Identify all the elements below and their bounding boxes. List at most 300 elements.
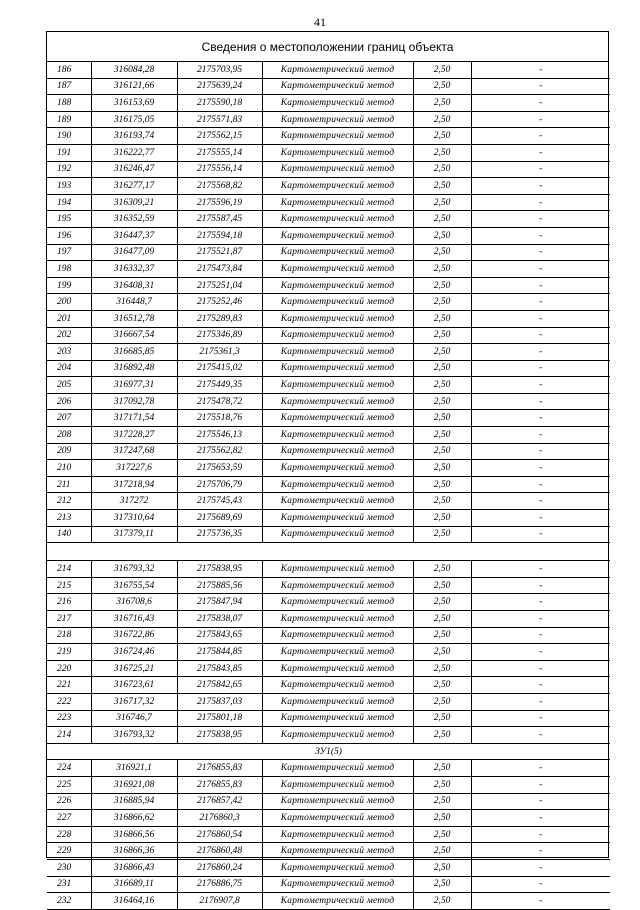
y-coordinate-cell: 2175838,95 (177, 561, 262, 578)
point-number-cell: 199 (47, 277, 91, 294)
method-cell: Картометрический метод (262, 211, 413, 228)
y-coordinate-cell: 2175843,85 (177, 660, 262, 677)
x-coordinate-cell: 316725,21 (91, 660, 177, 677)
table-row (47, 677, 610, 694)
x-coordinate-cell: 317092,78 (91, 393, 177, 410)
point-number-cell: 201 (47, 310, 91, 327)
x-coordinate-cell: 316222,77 (91, 144, 177, 161)
x-coordinate-cell: 316716,43 (91, 611, 177, 628)
accuracy-cell: 2,50 (413, 277, 471, 294)
table-row (47, 660, 610, 677)
point-number-cell: 195 (47, 211, 91, 228)
description-cell: - (471, 427, 610, 444)
x-coordinate-cell: 316746,7 (91, 710, 177, 727)
point-number-cell: 191 (47, 144, 91, 161)
x-coordinate-cell: 316332,37 (91, 261, 177, 278)
point-number-cell: 193 (47, 178, 91, 195)
method-cell: Картометрический метод (262, 660, 413, 677)
point-number-cell: 196 (47, 227, 91, 244)
x-coordinate-cell: 316153,69 (91, 95, 177, 112)
point-number-cell: 211 (47, 476, 91, 493)
point-number-cell: 186 (47, 62, 91, 78)
accuracy-cell: 2,50 (413, 227, 471, 244)
y-coordinate-cell: 2175555,14 (177, 144, 262, 161)
y-coordinate-cell: 2175639,24 (177, 78, 262, 95)
description-cell: - (471, 277, 610, 294)
table-row (47, 510, 610, 527)
description-cell: - (471, 144, 610, 161)
y-coordinate-cell: 2175653,59 (177, 460, 262, 477)
x-coordinate-cell: 316689,11 (91, 876, 177, 893)
accuracy-cell: 2,50 (413, 859, 471, 876)
table-row (47, 410, 610, 427)
accuracy-cell: 2,50 (413, 893, 471, 910)
description-cell: - (471, 327, 610, 344)
method-cell: Картометрический метод (262, 427, 413, 444)
accuracy-cell: 2,50 (413, 144, 471, 161)
table-row (47, 360, 610, 377)
x-coordinate-cell: 316717,32 (91, 693, 177, 710)
description-cell: - (471, 78, 610, 95)
table-row (47, 443, 610, 460)
accuracy-cell: 2,50 (413, 111, 471, 128)
description-cell: - (471, 644, 610, 661)
table-row (47, 493, 610, 510)
description-cell: - (471, 893, 610, 910)
method-cell: Картометрический метод (262, 360, 413, 377)
description-cell: - (471, 194, 610, 211)
table-row (47, 876, 610, 893)
description-cell: - (471, 360, 610, 377)
accuracy-cell: 2,50 (413, 710, 471, 727)
method-cell: Картометрический метод (262, 244, 413, 261)
table-row (47, 327, 610, 344)
x-coordinate-cell: 316708,6 (91, 594, 177, 611)
description-cell: - (471, 859, 610, 876)
x-coordinate-cell: 316175,05 (91, 111, 177, 128)
x-coordinate-cell: 316885,94 (91, 793, 177, 810)
y-coordinate-cell: 2175842,65 (177, 677, 262, 694)
point-number-cell: 210 (47, 460, 91, 477)
description-cell: - (471, 111, 610, 128)
table-row (47, 310, 610, 327)
x-coordinate-cell: 317272 (91, 493, 177, 510)
table-row (47, 194, 610, 211)
description-cell: - (471, 443, 610, 460)
y-coordinate-cell: 2175736,35 (177, 526, 262, 543)
table-row (47, 161, 610, 178)
point-number-cell: 202 (47, 327, 91, 344)
y-coordinate-cell: 2176886,75 (177, 876, 262, 893)
description-cell: - (471, 410, 610, 427)
table-row (47, 843, 610, 860)
description-cell: - (471, 710, 610, 727)
table-row (47, 611, 610, 628)
description-cell: - (471, 660, 610, 677)
x-coordinate-cell: 316793,32 (91, 561, 177, 578)
table-row (47, 261, 610, 278)
y-coordinate-cell: 2175837,03 (177, 693, 262, 710)
accuracy-cell: 2,50 (413, 627, 471, 644)
y-coordinate-cell: 2175689,69 (177, 510, 262, 527)
x-coordinate-cell: 316084,28 (91, 62, 177, 78)
x-coordinate-cell: 316512,78 (91, 310, 177, 327)
table-row (47, 710, 610, 727)
y-coordinate-cell: 2176857,42 (177, 793, 262, 810)
x-coordinate-cell: 316722,86 (91, 627, 177, 644)
method-cell: Картометрический метод (262, 893, 413, 910)
accuracy-cell: 2,50 (413, 360, 471, 377)
y-coordinate-cell: 2175449,35 (177, 377, 262, 394)
description-cell: - (471, 793, 610, 810)
method-cell: Картометрический метод (262, 410, 413, 427)
point-number-cell: 207 (47, 410, 91, 427)
method-cell: Картометрический метод (262, 561, 413, 578)
description-cell: - (471, 760, 610, 777)
x-coordinate-cell: 316866,56 (91, 826, 177, 843)
y-coordinate-cell: 2175801,18 (177, 710, 262, 727)
accuracy-cell: 2,50 (413, 693, 471, 710)
y-coordinate-cell: 2175568,82 (177, 178, 262, 195)
point-number-cell: 192 (47, 161, 91, 178)
accuracy-cell: 2,50 (413, 410, 471, 427)
x-coordinate-cell: 316193,74 (91, 128, 177, 145)
description-cell: - (471, 476, 610, 493)
method-cell: Картометрический метод (262, 327, 413, 344)
description-cell: - (471, 843, 610, 860)
y-coordinate-cell: 2175596,19 (177, 194, 262, 211)
x-coordinate-cell: 316121,66 (91, 78, 177, 95)
table-row (47, 893, 610, 910)
method-cell: Картометрический метод (262, 859, 413, 876)
y-coordinate-cell: 2175590,18 (177, 95, 262, 112)
y-coordinate-cell: 2176855,83 (177, 776, 262, 793)
y-coordinate-cell: 2175252,46 (177, 294, 262, 311)
description-cell: - (471, 62, 610, 78)
x-coordinate-cell: 316866,36 (91, 843, 177, 860)
description-cell: - (471, 244, 610, 261)
accuracy-cell: 2,50 (413, 62, 471, 78)
accuracy-cell: 2,50 (413, 393, 471, 410)
description-cell: - (471, 178, 610, 195)
description-cell: - (471, 227, 610, 244)
description-cell: - (471, 826, 610, 843)
accuracy-cell: 2,50 (413, 95, 471, 112)
y-coordinate-cell: 2175838,95 (177, 727, 262, 744)
table-row (47, 776, 610, 793)
point-number-cell: 203 (47, 344, 91, 361)
description-cell: - (471, 510, 610, 527)
point-number-cell: 216 (47, 594, 91, 611)
y-coordinate-cell: 2175415,02 (177, 360, 262, 377)
description-cell: - (471, 876, 610, 893)
point-number-cell: 232 (47, 893, 91, 910)
accuracy-cell: 2,50 (413, 876, 471, 893)
table-row (47, 577, 610, 594)
method-cell: Картометрический метод (262, 693, 413, 710)
x-coordinate-cell: 316685,85 (91, 344, 177, 361)
method-cell: Картометрический метод (262, 476, 413, 493)
x-coordinate-cell: 316667,54 (91, 327, 177, 344)
section-label: ЗУ1(5) (47, 743, 610, 760)
method-cell: Картометрический метод (262, 144, 413, 161)
point-number-cell: 231 (47, 876, 91, 893)
y-coordinate-cell: 2175885,56 (177, 577, 262, 594)
x-coordinate-cell: 317228,27 (91, 427, 177, 444)
y-coordinate-cell: 2175703,95 (177, 62, 262, 78)
x-coordinate-cell: 317247,68 (91, 443, 177, 460)
accuracy-cell: 2,50 (413, 843, 471, 860)
accuracy-cell: 2,50 (413, 261, 471, 278)
accuracy-cell: 2,50 (413, 460, 471, 477)
table-row (47, 211, 610, 228)
point-number-cell: 223 (47, 710, 91, 727)
accuracy-cell: 2,50 (413, 611, 471, 628)
table-separator-row (47, 543, 610, 561)
description-cell: - (471, 526, 610, 543)
accuracy-cell: 2,50 (413, 776, 471, 793)
y-coordinate-cell: 2176860,48 (177, 843, 262, 860)
description-cell: - (471, 377, 610, 394)
accuracy-cell: 2,50 (413, 211, 471, 228)
description-cell: - (471, 627, 610, 644)
accuracy-cell: 2,50 (413, 727, 471, 744)
table-row (47, 594, 610, 611)
table-section-label-row (47, 743, 610, 760)
point-number-cell: 224 (47, 760, 91, 777)
table-row (47, 111, 610, 128)
y-coordinate-cell: 2175521,87 (177, 244, 262, 261)
method-cell: Картометрический метод (262, 611, 413, 628)
point-number-cell: 140 (47, 526, 91, 543)
accuracy-cell: 2,50 (413, 443, 471, 460)
table-row (47, 627, 610, 644)
method-cell: Картометрический метод (262, 876, 413, 893)
table-row (47, 344, 610, 361)
x-coordinate-cell: 316921,1 (91, 760, 177, 777)
method-cell: Картометрический метод (262, 344, 413, 361)
table-row (47, 644, 610, 661)
description-cell: - (471, 810, 610, 827)
accuracy-cell: 2,50 (413, 526, 471, 543)
x-coordinate-cell: 316977,31 (91, 377, 177, 394)
point-number-cell: 229 (47, 843, 91, 860)
description-cell: - (471, 261, 610, 278)
point-number-cell: 221 (47, 677, 91, 694)
accuracy-cell: 2,50 (413, 78, 471, 95)
method-cell: Картометрический метод (262, 161, 413, 178)
point-number-cell: 187 (47, 78, 91, 95)
y-coordinate-cell: 2176907,8 (177, 893, 262, 910)
description-cell: - (471, 594, 610, 611)
accuracy-cell: 2,50 (413, 793, 471, 810)
description-cell: - (471, 577, 610, 594)
description-cell: - (471, 128, 610, 145)
y-coordinate-cell: 2175844,85 (177, 644, 262, 661)
point-number-cell: 189 (47, 111, 91, 128)
method-cell: Картометрический метод (262, 793, 413, 810)
x-coordinate-cell: 316246,47 (91, 161, 177, 178)
table-row (47, 294, 610, 311)
x-coordinate-cell: 317218,94 (91, 476, 177, 493)
accuracy-cell: 2,50 (413, 493, 471, 510)
method-cell: Картометрический метод (262, 393, 413, 410)
x-coordinate-cell: 316464,16 (91, 893, 177, 910)
x-coordinate-cell: 316921,08 (91, 776, 177, 793)
y-coordinate-cell: 2175838,07 (177, 611, 262, 628)
x-coordinate-cell: 317379,11 (91, 526, 177, 543)
y-coordinate-cell: 2175478,72 (177, 393, 262, 410)
description-cell: - (471, 294, 610, 311)
point-number-cell: 218 (47, 627, 91, 644)
x-coordinate-cell: 317310,64 (91, 510, 177, 527)
accuracy-cell: 2,50 (413, 760, 471, 777)
table-row (47, 793, 610, 810)
method-cell: Картометрический метод (262, 510, 413, 527)
point-number-cell: 194 (47, 194, 91, 211)
method-cell: Картометрический метод (262, 760, 413, 777)
accuracy-cell: 2,50 (413, 510, 471, 527)
table-row (47, 460, 610, 477)
point-number-cell: 215 (47, 577, 91, 594)
method-cell: Картометрический метод (262, 843, 413, 860)
table-row (47, 277, 610, 294)
y-coordinate-cell: 2176860,24 (177, 859, 262, 876)
x-coordinate-cell: 316477,09 (91, 244, 177, 261)
accuracy-cell: 2,50 (413, 644, 471, 661)
accuracy-cell: 2,50 (413, 427, 471, 444)
x-coordinate-cell: 316352,59 (91, 211, 177, 228)
accuracy-cell: 2,50 (413, 161, 471, 178)
x-coordinate-cell: 316723,61 (91, 677, 177, 694)
description-cell: - (471, 161, 610, 178)
table-row (47, 810, 610, 827)
description-cell: - (471, 727, 610, 744)
point-number-cell: 208 (47, 427, 91, 444)
y-coordinate-cell: 2176860,54 (177, 826, 262, 843)
method-cell: Картометрический метод (262, 62, 413, 78)
table-row (47, 693, 610, 710)
table-row (47, 526, 610, 543)
point-number-cell: 190 (47, 128, 91, 145)
method-cell: Картометрический метод (262, 194, 413, 211)
table-row (47, 227, 610, 244)
y-coordinate-cell: 2175518,76 (177, 410, 262, 427)
y-coordinate-cell: 2175843,65 (177, 627, 262, 644)
point-number-cell: 225 (47, 776, 91, 793)
description-cell: - (471, 611, 610, 628)
table-row (47, 859, 610, 876)
table-row (47, 727, 610, 744)
method-cell: Картометрический метод (262, 577, 413, 594)
point-number-cell: 209 (47, 443, 91, 460)
method-cell: Картометрический метод (262, 227, 413, 244)
point-number-cell: 217 (47, 611, 91, 628)
coordinates-table (47, 62, 610, 910)
point-number-cell: 228 (47, 826, 91, 843)
method-cell: Картометрический метод (262, 493, 413, 510)
y-coordinate-cell: 2175587,45 (177, 211, 262, 228)
x-coordinate-cell: 317227,6 (91, 460, 177, 477)
description-cell: - (471, 493, 610, 510)
x-coordinate-cell: 317171,54 (91, 410, 177, 427)
x-coordinate-cell: 316309,21 (91, 194, 177, 211)
separator-cell (47, 543, 610, 561)
accuracy-cell: 2,50 (413, 377, 471, 394)
page-number: 41 (314, 15, 326, 29)
table-row (47, 826, 610, 843)
table-title: Сведения о местоположении границ объекта (47, 32, 608, 62)
x-coordinate-cell: 316755,54 (91, 577, 177, 594)
method-cell: Картометрический метод (262, 277, 413, 294)
method-cell: Картометрический метод (262, 594, 413, 611)
method-cell: Картометрический метод (262, 128, 413, 145)
x-coordinate-cell: 316866,43 (91, 859, 177, 876)
point-number-cell: 214 (47, 727, 91, 744)
description-cell: - (471, 95, 610, 112)
table-row (47, 561, 610, 578)
accuracy-cell: 2,50 (413, 594, 471, 611)
accuracy-cell: 2,50 (413, 344, 471, 361)
point-number-cell: 220 (47, 660, 91, 677)
point-number-cell: 204 (47, 360, 91, 377)
description-cell: - (471, 393, 610, 410)
table-row (47, 144, 610, 161)
description-cell: - (471, 344, 610, 361)
accuracy-cell: 2,50 (413, 194, 471, 211)
y-coordinate-cell: 2175251,04 (177, 277, 262, 294)
description-cell: - (471, 211, 610, 228)
point-number-cell: 213 (47, 510, 91, 527)
y-coordinate-cell: 2175289,83 (177, 310, 262, 327)
method-cell: Картометрический метод (262, 776, 413, 793)
y-coordinate-cell: 2175571,83 (177, 111, 262, 128)
accuracy-cell: 2,50 (413, 178, 471, 195)
table-row (47, 178, 610, 195)
x-coordinate-cell: 316866,62 (91, 810, 177, 827)
accuracy-cell: 2,50 (413, 310, 471, 327)
method-cell: Картометрический метод (262, 727, 413, 744)
point-number-cell: 188 (47, 95, 91, 112)
point-number-cell: 227 (47, 810, 91, 827)
x-coordinate-cell: 316892,48 (91, 360, 177, 377)
method-cell: Картометрический метод (262, 111, 413, 128)
method-cell: Картометрический метод (262, 178, 413, 195)
accuracy-cell: 2,50 (413, 561, 471, 578)
table-body (47, 62, 610, 909)
y-coordinate-cell: 2176855,83 (177, 760, 262, 777)
x-coordinate-cell: 316277,17 (91, 178, 177, 195)
y-coordinate-cell: 2175706,79 (177, 476, 262, 493)
description-cell: - (471, 310, 610, 327)
point-number-cell: 205 (47, 377, 91, 394)
accuracy-cell: 2,50 (413, 128, 471, 145)
table-row (47, 476, 610, 493)
accuracy-cell: 2,50 (413, 677, 471, 694)
description-cell: - (471, 776, 610, 793)
method-cell: Картометрический метод (262, 443, 413, 460)
boundary-table-sheet (46, 31, 609, 906)
table-row (47, 128, 610, 145)
y-coordinate-cell: 2175346,89 (177, 327, 262, 344)
method-cell: Картометрический метод (262, 826, 413, 843)
table-row (47, 393, 610, 410)
y-coordinate-cell: 2176860,3 (177, 810, 262, 827)
point-number-cell: 222 (47, 693, 91, 710)
accuracy-cell: 2,50 (413, 327, 471, 344)
x-coordinate-cell: 316447,37 (91, 227, 177, 244)
y-coordinate-cell: 2175594,18 (177, 227, 262, 244)
